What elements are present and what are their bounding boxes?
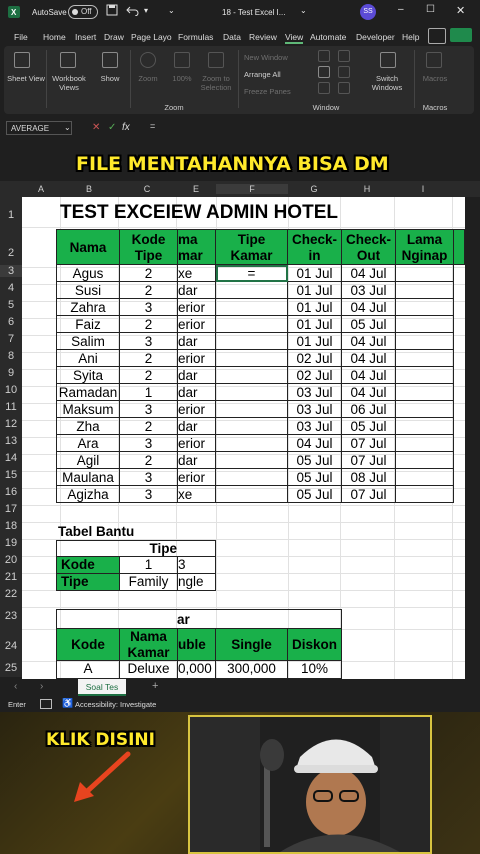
tarif-header-single[interactable]: Single bbox=[216, 629, 288, 661]
cell-check-in[interactable]: 01 Jul bbox=[288, 282, 342, 299]
column-header-i[interactable]: I bbox=[421, 184, 425, 194]
cell-check-out[interactable]: 06 Jul bbox=[342, 401, 396, 418]
row-header[interactable]: 20 bbox=[4, 554, 18, 566]
cell-lama-nginap[interactable] bbox=[396, 452, 454, 469]
scroll-left-icon[interactable]: ‹ bbox=[14, 681, 18, 692]
customize-toolbar-icon[interactable]: ⌄ bbox=[168, 6, 175, 15]
row-header[interactable]: 8 bbox=[7, 350, 15, 362]
cell-check-out[interactable]: 04 Jul bbox=[342, 299, 396, 316]
column-header-b[interactable]: B bbox=[85, 184, 92, 194]
macro-record-icon[interactable] bbox=[40, 699, 52, 709]
row-header[interactable]: 15 bbox=[4, 469, 18, 481]
row-header[interactable]: 23 bbox=[4, 610, 18, 622]
cell-tipe-kamar[interactable] bbox=[216, 299, 288, 316]
row-header[interactable]: 22 bbox=[4, 588, 18, 600]
cell-check-in[interactable]: 03 Jul bbox=[288, 401, 342, 418]
header-check-in[interactable]: Check-in bbox=[288, 229, 342, 265]
status-bar bbox=[0, 696, 480, 712]
cell-check-in[interactable]: 05 Jul bbox=[288, 452, 342, 469]
cell-kode-tipe[interactable]: 3 bbox=[120, 435, 178, 452]
cell-nama-kamar[interactable]: erior bbox=[178, 435, 216, 452]
cell-lama-nginap[interactable] bbox=[396, 435, 454, 452]
cell-lama-nginap[interactable] bbox=[396, 333, 454, 350]
switch-windows-button[interactable]: Switch Windows bbox=[371, 74, 403, 92]
macros-icon bbox=[426, 52, 442, 68]
hide-icon[interactable] bbox=[318, 66, 330, 78]
row-header[interactable]: 17 bbox=[4, 503, 18, 515]
avatar[interactable]: SS bbox=[360, 4, 376, 20]
row-header[interactable]: 18 bbox=[4, 520, 18, 532]
cell-nama[interactable]: Zahra bbox=[56, 299, 120, 316]
arrow-icon bbox=[68, 748, 138, 808]
sheet-tabs-bar bbox=[0, 679, 480, 696]
active-cell[interactable]: = bbox=[216, 265, 288, 282]
menu-home[interactable]: Home bbox=[43, 32, 66, 42]
zoom-selection-icon bbox=[208, 52, 224, 68]
cell-check-in[interactable]: 03 Jul bbox=[288, 384, 342, 401]
minimize-icon[interactable]: – bbox=[398, 4, 404, 15]
cell-tipe-kamar[interactable] bbox=[216, 469, 288, 486]
webcam-overlay bbox=[188, 715, 432, 854]
cell-lama-nginap[interactable] bbox=[396, 486, 454, 503]
overlay-banner-bottom: KLIK DISINI bbox=[46, 730, 155, 750]
menu-draw[interactable]: Draw bbox=[104, 32, 124, 42]
row-header[interactable]: 11 bbox=[5, 401, 17, 413]
tabel-bantu-kode-3[interactable]: 3 bbox=[178, 557, 216, 574]
header-check-out[interactable]: Check-Out bbox=[342, 229, 396, 265]
window-group-label: Window bbox=[312, 103, 340, 112]
name-box[interactable]: AVERAGE bbox=[6, 121, 72, 135]
header-lama-nginap[interactable]: Lama Nginap bbox=[396, 229, 454, 265]
cell-nama-kamar[interactable]: erior bbox=[178, 299, 216, 316]
row-header[interactable]: 24 bbox=[4, 640, 18, 652]
cell-check-in[interactable]: 02 Jul bbox=[288, 367, 342, 384]
row-header[interactable]: 10 bbox=[4, 384, 18, 396]
row-header[interactable]: 19 bbox=[4, 537, 18, 549]
cell-tipe-kamar[interactable] bbox=[216, 435, 288, 452]
column-header-e[interactable]: E bbox=[192, 184, 199, 194]
svg-text:X: X bbox=[11, 8, 17, 17]
cell-nama-kamar[interactable]: dar bbox=[178, 367, 216, 384]
cell-nama-kamar[interactable]: erior bbox=[178, 316, 216, 333]
tarif-cell-single[interactable]: 300,000 bbox=[216, 661, 288, 679]
zoom-100-icon bbox=[174, 52, 190, 68]
header-nama-kamar[interactable]: ma mar bbox=[178, 229, 216, 265]
tarif-header-diskon[interactable]: Diskon bbox=[288, 629, 342, 661]
unhide-icon[interactable] bbox=[318, 82, 330, 94]
cell-check-in[interactable]: 01 Jul bbox=[288, 265, 342, 282]
switch-windows-icon bbox=[380, 52, 396, 68]
cell-check-out[interactable]: 07 Jul bbox=[342, 452, 396, 469]
accessibility-icon[interactable]: ♿ bbox=[62, 698, 74, 708]
cell-tipe-kamar[interactable] bbox=[216, 316, 288, 333]
row-header[interactable]: 25 bbox=[4, 662, 18, 674]
cell-tipe-kamar[interactable] bbox=[216, 350, 288, 367]
menu-view[interactable]: View bbox=[285, 32, 304, 42]
tabel-bantu-tipe-1[interactable]: Family bbox=[120, 574, 178, 591]
ribbon-separator bbox=[46, 50, 47, 108]
chevron-down-icon[interactable]: ⌄ bbox=[300, 6, 307, 15]
zoom-group-label: Zoom bbox=[164, 103, 184, 112]
add-sheet-icon[interactable]: + bbox=[152, 680, 159, 692]
header-nama[interactable]: Nama bbox=[56, 229, 120, 265]
title-bar bbox=[0, 0, 480, 26]
enter-icon[interactable]: ✓ bbox=[108, 122, 117, 133]
status-mode: Enter bbox=[8, 700, 26, 709]
cell-nama-kamar[interactable]: erior bbox=[178, 401, 216, 418]
cell-kode-tipe[interactable]: 3 bbox=[120, 333, 178, 350]
gridline bbox=[22, 607, 465, 608]
cell-kode-tipe[interactable]: 2 bbox=[120, 367, 178, 384]
cell-tipe-kamar[interactable] bbox=[216, 333, 288, 350]
tabel-bantu-tipe-3[interactable]: ngle bbox=[178, 574, 216, 591]
close-icon[interactable]: ✕ bbox=[456, 5, 466, 17]
cell-lama-nginap[interactable] bbox=[396, 316, 454, 333]
cell-nama-kamar[interactable]: dar bbox=[178, 333, 216, 350]
menu-file[interactable]: File bbox=[14, 32, 28, 42]
row-header[interactable]: 3 bbox=[0, 265, 22, 277]
row-headers bbox=[0, 197, 22, 677]
cell-nama[interactable]: Zha bbox=[56, 418, 120, 435]
share-icon[interactable] bbox=[450, 28, 472, 42]
autosave-toggle[interactable] bbox=[68, 5, 98, 19]
cell-lama-nginap[interactable] bbox=[396, 418, 454, 435]
cell-kode-tipe[interactable]: 3 bbox=[120, 469, 178, 486]
cell-check-in[interactable]: 02 Jul bbox=[288, 350, 342, 367]
tarif-cell-double[interactable]: 0,000 bbox=[178, 661, 216, 679]
header-extra bbox=[454, 229, 465, 265]
cell-lama-nginap[interactable] bbox=[396, 265, 454, 282]
tarif-cell-kode[interactable]: A bbox=[56, 661, 120, 679]
menu-review[interactable]: Review bbox=[249, 32, 277, 42]
row-header[interactable]: 4 bbox=[7, 282, 15, 294]
row-header[interactable]: 5 bbox=[7, 299, 15, 311]
comments-icon[interactable] bbox=[428, 28, 446, 44]
scroll-right-icon[interactable]: › bbox=[40, 681, 44, 692]
menu-bar bbox=[0, 26, 480, 46]
cell-tipe-kamar[interactable] bbox=[216, 401, 288, 418]
cell-check-in[interactable]: 01 Jul bbox=[288, 299, 342, 316]
chevron-down-icon[interactable]: ⌄ bbox=[64, 123, 71, 132]
cell-check-out[interactable]: 04 Jul bbox=[342, 384, 396, 401]
cell-nama[interactable]: Ara bbox=[56, 435, 120, 452]
row-header[interactable]: 6 bbox=[7, 316, 15, 328]
cell-lama-nginap[interactable] bbox=[396, 401, 454, 418]
cell-lama-nginap[interactable] bbox=[396, 367, 454, 384]
reset-position-icon[interactable] bbox=[338, 82, 350, 94]
sheet-view-icon bbox=[14, 52, 30, 68]
cell-kode-tipe[interactable]: 2 bbox=[120, 350, 178, 367]
tarif-header-nama[interactable]: Nama Kamar bbox=[120, 629, 178, 661]
row-header[interactable]: 14 bbox=[4, 452, 18, 464]
cell-nama[interactable]: Maksum bbox=[56, 401, 120, 418]
sheet-tab-active[interactable]: Soal Tes bbox=[78, 679, 126, 696]
zoom-button[interactable]: Zoom bbox=[138, 74, 158, 83]
workbook-views-icon bbox=[60, 52, 76, 68]
cell-kode-tipe[interactable]: 2 bbox=[120, 316, 178, 333]
tarif-cell-nama[interactable]: Deluxe bbox=[120, 661, 178, 679]
formula-input[interactable]: = bbox=[150, 121, 156, 131]
cell-nama-kamar[interactable]: erior bbox=[178, 469, 216, 486]
cell-nama-kamar[interactable]: xe bbox=[178, 486, 216, 503]
column-headers bbox=[0, 181, 480, 197]
menu-help[interactable]: Help bbox=[402, 32, 420, 42]
macros-group-label: Macros bbox=[422, 103, 448, 112]
menu-formulas[interactable]: Formulas bbox=[178, 32, 214, 42]
gridline bbox=[22, 227, 465, 228]
gridline bbox=[22, 505, 465, 506]
row-header[interactable]: 21 bbox=[4, 571, 18, 583]
zoom-selection-button[interactable]: Zoom to Selection bbox=[200, 74, 232, 92]
cell-check-out[interactable]: 07 Jul bbox=[342, 486, 396, 503]
cell-kode-tipe[interactable]: 2 bbox=[120, 418, 178, 435]
insert-function-icon[interactable]: fx bbox=[122, 122, 130, 133]
cell-check-out[interactable]: 05 Jul bbox=[342, 418, 396, 435]
maximize-icon[interactable]: ☐ bbox=[426, 4, 435, 15]
cell-check-in[interactable]: 05 Jul bbox=[288, 486, 342, 503]
cell-kode-tipe[interactable]: 2 bbox=[120, 265, 178, 282]
tabel-bantu-kode-label[interactable]: Kode bbox=[56, 557, 120, 574]
cell-check-out[interactable]: 05 Jul bbox=[342, 316, 396, 333]
cell-tipe-kamar[interactable] bbox=[216, 367, 288, 384]
cell-nama-kamar[interactable]: xe bbox=[178, 265, 216, 282]
cell-kode-tipe[interactable]: 1 bbox=[120, 384, 178, 401]
ribbon-separator bbox=[130, 50, 131, 108]
cell-tipe-kamar[interactable] bbox=[216, 384, 288, 401]
overlay-banner-top: FILE MENTAHANNYA BISA DM bbox=[76, 153, 389, 175]
cell-tipe-kamar[interactable] bbox=[216, 282, 288, 299]
row-header[interactable]: 13 bbox=[4, 435, 18, 447]
row-header[interactable]: 16 bbox=[4, 486, 18, 498]
zoom-100-button[interactable]: 100% bbox=[172, 74, 192, 83]
row-header[interactable]: 9 bbox=[7, 367, 15, 379]
cell-tipe-kamar[interactable] bbox=[216, 486, 288, 503]
autosave-label: AutoSave bbox=[32, 8, 67, 17]
header-tipe-kamar[interactable]: Tipe Kamar bbox=[216, 229, 288, 265]
row-header[interactable]: 12 bbox=[4, 418, 18, 430]
presenter-image bbox=[190, 717, 430, 852]
cell-check-in[interactable]: 03 Jul bbox=[288, 418, 342, 435]
menu-page-layout[interactable]: Page Layo bbox=[131, 32, 172, 42]
cell-check-out[interactable]: 07 Jul bbox=[342, 435, 396, 452]
split-icon[interactable] bbox=[318, 50, 330, 62]
tarif-title[interactable]: ar bbox=[56, 609, 342, 629]
document-title: 18 - Test Excel I... bbox=[222, 8, 286, 17]
cell-check-in[interactable]: 01 Jul bbox=[288, 316, 342, 333]
row-header[interactable]: 2 bbox=[7, 247, 15, 259]
column-header-h[interactable]: H bbox=[363, 184, 371, 194]
cell-kode-tipe[interactable]: 2 bbox=[120, 452, 178, 469]
cell-nama[interactable]: Susi bbox=[56, 282, 120, 299]
cell-nama[interactable]: Salim bbox=[56, 333, 120, 350]
tarif-header-kode[interactable]: Kode bbox=[56, 629, 120, 661]
cell-nama[interactable]: Ramadan bbox=[56, 384, 120, 401]
freeze-panes-button[interactable]: Freeze Panes bbox=[244, 87, 291, 96]
cell-check-out[interactable]: 08 Jul bbox=[342, 469, 396, 486]
header-kode-tipe[interactable]: Kode Tipe bbox=[120, 229, 178, 265]
cancel-icon[interactable]: ✕ bbox=[92, 122, 101, 133]
cell-kode-tipe[interactable]: 3 bbox=[120, 299, 178, 316]
cell-check-in[interactable]: 01 Jul bbox=[288, 333, 342, 350]
workbook-views-button[interactable]: Workbook Views bbox=[52, 74, 86, 92]
tarif-header-double[interactable]: uble bbox=[178, 629, 216, 661]
cell-check-out[interactable]: 04 Jul bbox=[342, 350, 396, 367]
tabel-bantu-kode-1[interactable]: 1 bbox=[120, 557, 178, 574]
column-header-g[interactable]: G bbox=[310, 184, 318, 194]
cell-check-out[interactable]: 03 Jul bbox=[342, 282, 396, 299]
cell-nama-kamar[interactable]: dar bbox=[178, 452, 216, 469]
cell-nama[interactable]: Syita bbox=[56, 367, 120, 384]
sheet-title: TEST EXCEIEW ADMIN HOTEL bbox=[60, 202, 338, 223]
cell-check-out[interactable]: 04 Jul bbox=[342, 265, 396, 282]
menu-data[interactable]: Data bbox=[223, 32, 241, 42]
cell-nama[interactable]: Agus bbox=[56, 265, 120, 282]
cell-nama[interactable]: Maulana bbox=[56, 469, 120, 486]
cell-lama-nginap[interactable] bbox=[396, 299, 454, 316]
cell-nama[interactable]: Agizha bbox=[56, 486, 120, 503]
cell-kode-tipe[interactable]: 3 bbox=[120, 486, 178, 503]
cell-kode-tipe[interactable]: 3 bbox=[120, 401, 178, 418]
cell-nama[interactable]: Faiz bbox=[56, 316, 120, 333]
ribbon-separator bbox=[414, 50, 415, 108]
cell-tipe-kamar[interactable] bbox=[216, 418, 288, 435]
sheet-view-button[interactable]: Sheet View bbox=[7, 74, 45, 83]
menu-developer[interactable]: Developer bbox=[356, 32, 395, 42]
macros-button[interactable]: Macros bbox=[422, 74, 448, 83]
tabel-bantu-tipe-label[interactable]: Tipe bbox=[56, 574, 120, 591]
column-header-c[interactable]: C bbox=[143, 184, 151, 194]
ribbon bbox=[4, 46, 474, 114]
row-header[interactable]: 7 bbox=[7, 333, 15, 345]
autosave-state: Off bbox=[81, 7, 92, 16]
cell-lama-nginap[interactable] bbox=[396, 350, 454, 367]
tarif-cell-diskon[interactable]: 10% bbox=[288, 661, 342, 679]
cell-check-out[interactable]: 04 Jul bbox=[342, 333, 396, 350]
cell-check-in[interactable]: 05 Jul bbox=[288, 469, 342, 486]
cell-kode-tipe[interactable]: 2 bbox=[120, 282, 178, 299]
cell-nama-kamar[interactable]: dar bbox=[178, 282, 216, 299]
cell-nama-kamar[interactable]: dar bbox=[178, 384, 216, 401]
gridline bbox=[22, 522, 465, 523]
chevron-down-icon[interactable]: ▾ bbox=[144, 6, 149, 15]
cell-nama[interactable]: Ani bbox=[56, 350, 120, 367]
worksheet-grid[interactable] bbox=[22, 197, 465, 679]
tabel-bantu-header[interactable]: Tipe bbox=[56, 540, 216, 557]
cell-nama-kamar[interactable]: dar bbox=[178, 418, 216, 435]
accessibility-status[interactable]: Accessibility: Investigate bbox=[75, 700, 157, 709]
cell-check-out[interactable]: 04 Jul bbox=[342, 367, 396, 384]
cell-lama-nginap[interactable] bbox=[396, 282, 454, 299]
arrange-all-button[interactable]: Arrange All bbox=[244, 70, 281, 79]
cell-tipe-kamar[interactable] bbox=[216, 452, 288, 469]
cell-lama-nginap[interactable] bbox=[396, 469, 454, 486]
save-icon[interactable] bbox=[106, 4, 118, 18]
column-header-a[interactable]: A bbox=[37, 184, 44, 194]
cell-lama-nginap[interactable] bbox=[396, 384, 454, 401]
menu-automate[interactable]: Automate bbox=[310, 32, 347, 42]
view-side-by-side-icon[interactable] bbox=[338, 50, 350, 62]
formula-bar bbox=[0, 114, 480, 142]
menu-insert[interactable]: Insert bbox=[75, 32, 97, 42]
sync-scroll-icon[interactable] bbox=[338, 66, 350, 78]
cell-check-in[interactable]: 04 Jul bbox=[288, 435, 342, 452]
cell-nama[interactable]: Agil bbox=[56, 452, 120, 469]
cell-nama-kamar[interactable]: erior bbox=[178, 350, 216, 367]
show-button[interactable]: Show bbox=[100, 74, 120, 83]
undo-icon[interactable] bbox=[126, 4, 140, 18]
tabel-bantu-title: Tabel Bantu bbox=[58, 524, 135, 539]
ribbon-separator bbox=[238, 50, 239, 108]
show-icon bbox=[102, 52, 118, 68]
column-header-f[interactable]: F bbox=[216, 184, 288, 194]
row-header[interactable]: 1 bbox=[7, 209, 15, 221]
zoom-icon bbox=[140, 52, 156, 68]
new-window-button[interactable]: New Window bbox=[244, 53, 288, 62]
